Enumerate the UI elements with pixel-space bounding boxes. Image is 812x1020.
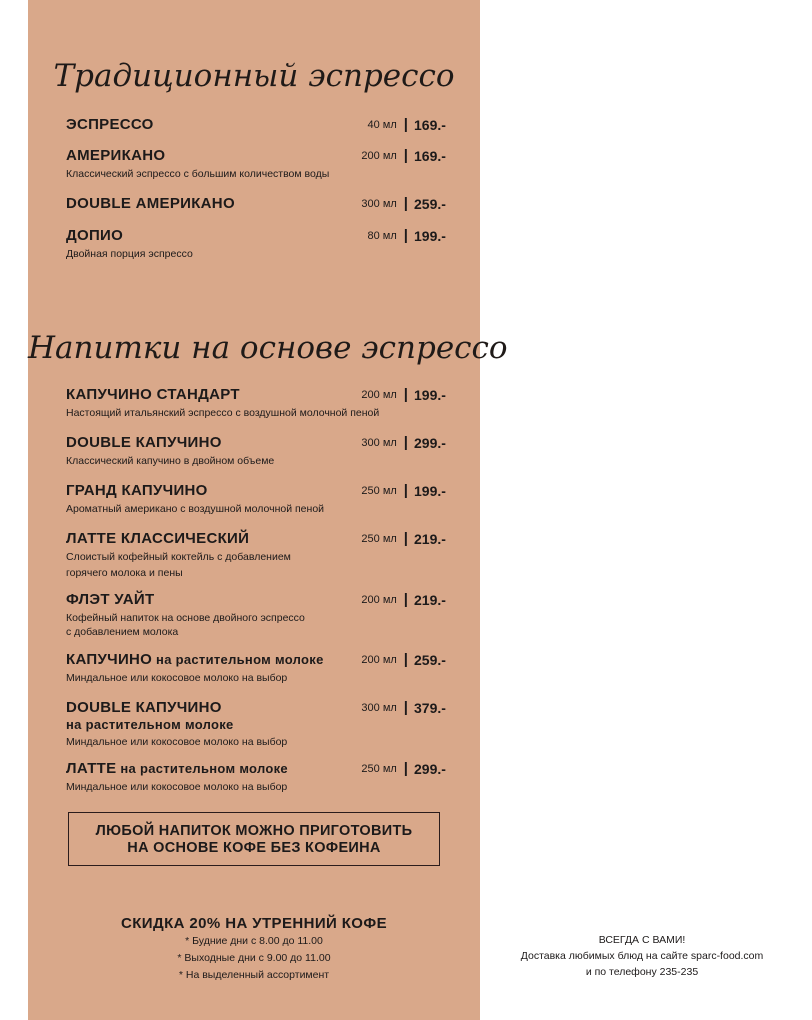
menu-item bbox=[66, 227, 446, 262]
footer-line3: и по телефону 235-235 bbox=[585, 966, 699, 978]
menu-item bbox=[66, 386, 446, 421]
item-name: DOUBLE КАПУЧИНО bbox=[66, 699, 222, 716]
separator: | bbox=[403, 195, 408, 212]
separator: | bbox=[403, 760, 408, 777]
item-name: ЛАТТЕ КЛАССИЧЕСКИЙ bbox=[66, 530, 250, 547]
separator: | bbox=[403, 591, 408, 608]
item-description: Слоистый кофейный коктейль с добавлением bbox=[66, 551, 291, 563]
item-volume: 200 мл bbox=[361, 593, 397, 606]
item-volume: 300 мл bbox=[361, 436, 397, 449]
price-box bbox=[335, 651, 446, 668]
separator: | bbox=[403, 116, 408, 133]
discount-line: * На выделенный ассортимент bbox=[178, 969, 330, 981]
item-price: 199.- bbox=[414, 386, 446, 403]
item-name: ЭСПРЕССО bbox=[66, 116, 154, 133]
item-volume: 300 мл bbox=[361, 197, 397, 210]
item-price: 299.- bbox=[414, 760, 446, 777]
item-description: Миндальное или кокосовое молоко на выбор bbox=[66, 736, 288, 748]
item-volume: 200 мл bbox=[361, 149, 397, 162]
section-title-espresso-based: Напитки на основе эспрессо bbox=[28, 330, 508, 366]
separator: | bbox=[403, 530, 408, 547]
item-name-sub: на растительном молоке bbox=[116, 761, 288, 776]
item-volume: 200 мл bbox=[361, 653, 397, 666]
menu-item bbox=[66, 195, 446, 213]
separator: | bbox=[403, 434, 408, 451]
item-price: 199.- bbox=[414, 482, 446, 499]
price-box bbox=[335, 530, 446, 547]
decaf-note-box bbox=[68, 812, 440, 866]
decaf-note-line1: ЛЮБОЙ НАПИТОК МОЖНО ПРИГОТОВИТЬ bbox=[95, 823, 413, 839]
footer-line2: Доставка любимых блюд на сайте sparc-food.com bbox=[520, 950, 764, 962]
item-description: Ароматный американо с воздушной молочной пеной bbox=[66, 503, 325, 515]
item-name: ДОПИО bbox=[66, 227, 124, 244]
item-price: 199.- bbox=[414, 227, 446, 244]
item-description: Классический капучино в двойном объеме bbox=[66, 455, 275, 467]
item-volume: 250 мл bbox=[361, 484, 397, 497]
item-name: АМЕРИКАНО bbox=[66, 147, 166, 164]
decaf-note-line2: НА ОСНОВЕ КОФЕ БЕЗ КОФЕИНА bbox=[127, 840, 381, 856]
price-box bbox=[335, 699, 446, 716]
item-name: ГРАНД КАПУЧИНО bbox=[66, 482, 208, 499]
menu-item bbox=[66, 147, 446, 182]
menu-item bbox=[66, 116, 446, 134]
separator: | bbox=[403, 699, 408, 716]
item-description-line2: горячего молока и пены bbox=[66, 567, 183, 579]
item-volume: 40 мл bbox=[367, 118, 397, 131]
separator: | bbox=[403, 227, 408, 244]
price-box bbox=[335, 147, 446, 164]
item-price: 299.- bbox=[414, 434, 446, 451]
discount-title: СКИДКА 20% НА УТРЕННИЙ КОФЕ bbox=[121, 915, 387, 932]
separator: | bbox=[403, 651, 408, 668]
item-name: ФЛЭТ УАЙТ bbox=[66, 591, 155, 608]
separator: | bbox=[403, 386, 408, 403]
item-price: 169.- bbox=[414, 147, 446, 164]
item-name: КАПУЧИНО СТАНДАРТ bbox=[66, 386, 240, 403]
menu-item bbox=[66, 760, 446, 795]
item-description: Двойная порция эспрессо bbox=[66, 248, 193, 260]
menu-item bbox=[66, 482, 446, 517]
item-price: 259.- bbox=[414, 651, 446, 668]
item-name-main: ЛАТТЕ bbox=[66, 760, 117, 777]
menu-item bbox=[66, 434, 446, 469]
item-volume: 250 мл bbox=[361, 762, 397, 775]
menu-panel bbox=[28, 0, 508, 1020]
menu-item bbox=[66, 530, 446, 581]
item-price: 259.- bbox=[414, 195, 446, 212]
item-price: 379.- bbox=[414, 699, 446, 716]
item-description: Миндальное или кокосовое молоко на выбор bbox=[66, 781, 288, 793]
item-volume: 80 мл bbox=[367, 229, 397, 242]
footer-line1: ВСЕГДА С ВАМИ! bbox=[598, 934, 686, 946]
price-box bbox=[335, 227, 446, 244]
menu-item bbox=[66, 651, 446, 686]
price-box bbox=[335, 195, 446, 212]
separator: | bbox=[403, 482, 408, 499]
item-price: 219.- bbox=[414, 591, 446, 608]
menu-item bbox=[66, 591, 446, 639]
item-volume: 300 мл bbox=[361, 701, 397, 714]
price-box bbox=[335, 760, 446, 777]
item-name-sub: на растительном молоке bbox=[152, 652, 324, 667]
section-title-traditional: Традиционный эспрессо bbox=[53, 58, 455, 94]
item-description: Настоящий итальянский эспрессо с воздушной молочной пеной bbox=[66, 407, 380, 419]
item-price: 169.- bbox=[414, 116, 446, 133]
menu-item bbox=[66, 699, 446, 750]
price-box bbox=[335, 386, 446, 403]
item-name-main: КАПУЧИНО bbox=[66, 651, 153, 668]
item-name: DOUBLE КАПУЧИНО bbox=[66, 434, 222, 451]
item-description: Кофейный напиток на основе двойного эспрессо bbox=[66, 612, 305, 624]
price-box bbox=[335, 116, 446, 133]
discount-line: * Выходные дни с 9.00 до 11.00 bbox=[177, 952, 331, 964]
price-box bbox=[335, 482, 446, 499]
item-volume: 250 мл bbox=[361, 532, 397, 545]
item-price: 219.- bbox=[414, 530, 446, 547]
item-name: DOUBLE АМЕРИКАНО bbox=[66, 195, 235, 212]
item-description: Классический эспрессо с большим количеством воды bbox=[66, 168, 330, 180]
item-description: Миндальное или кокосовое молоко на выбор bbox=[66, 672, 288, 684]
item-volume: 200 мл bbox=[361, 388, 397, 401]
item-description-line2: с добавлением молока bbox=[66, 626, 179, 638]
price-box bbox=[335, 591, 446, 608]
discount-line: * Будние дни с 8.00 до 11.00 bbox=[185, 935, 323, 947]
price-box bbox=[335, 434, 446, 451]
item-name-line2: на растительном молоке bbox=[66, 717, 234, 732]
separator: | bbox=[403, 147, 408, 164]
